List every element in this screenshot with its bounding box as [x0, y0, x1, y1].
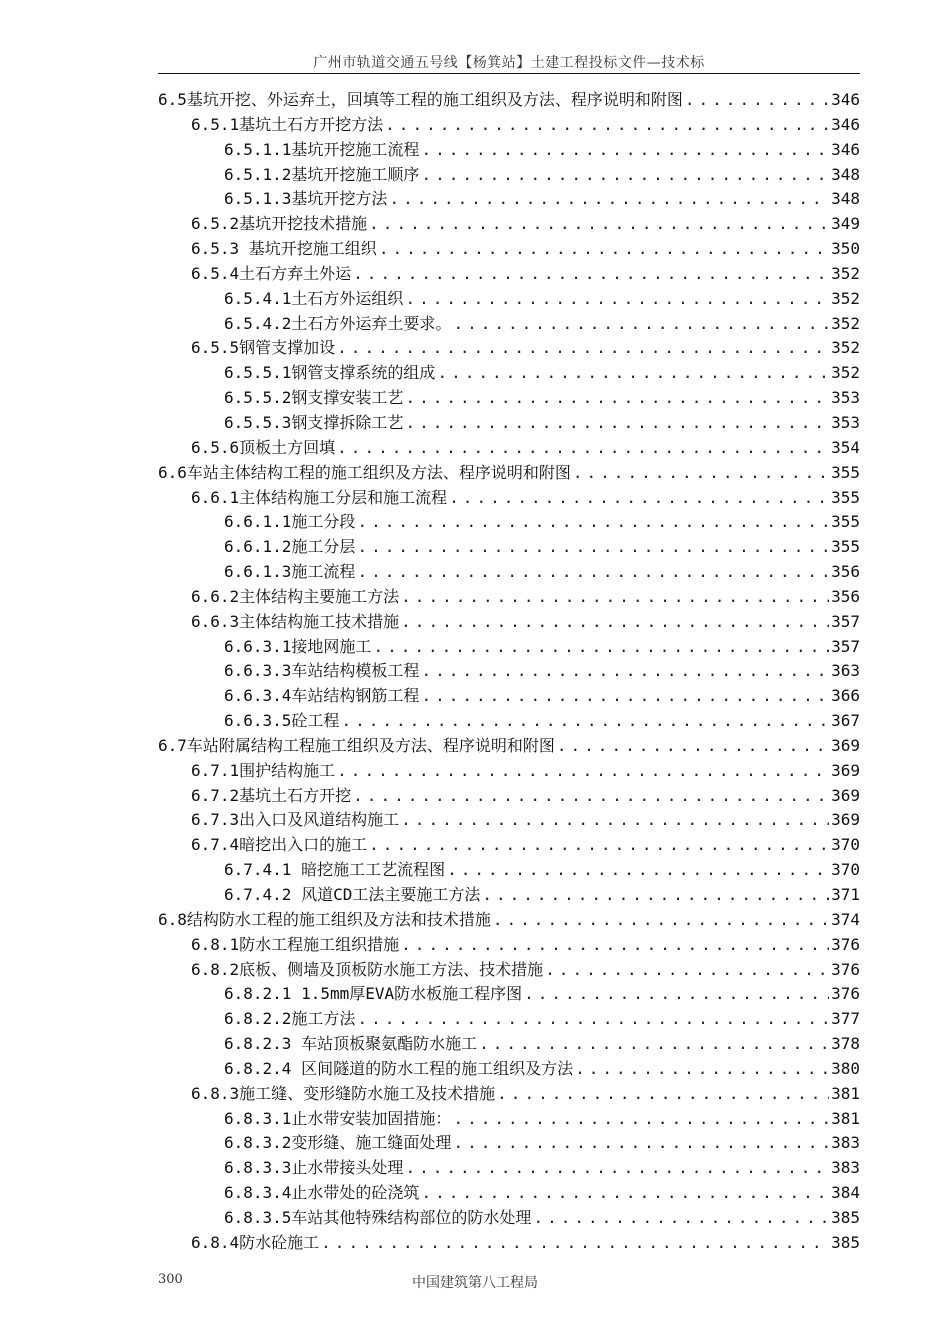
toc-entry-page: 346: [831, 114, 860, 134]
toc-entry-title: 6.7.4.2 风道CD工法主要施工方法: [224, 885, 481, 904]
toc-entry-title: 6.8.2底板、侧墙及顶板防水施工方法、技术措施: [191, 959, 544, 979]
toc-entry[interactable]: [158, 585, 860, 610]
toc-entry-title: 6.8.2.3 车站顶板聚氨酯防水施工: [224, 1034, 478, 1054]
toc-entry-title: 6.6.2主体结构主要施工方法: [191, 586, 400, 606]
toc-entry[interactable]: [158, 933, 860, 958]
toc-entry-page: 356: [831, 562, 860, 582]
toc-entry-page: 385: [831, 1207, 860, 1227]
toc-entry-page: 353: [831, 412, 860, 432]
toc-entry-title: 6.6.1主体结构施工分层和施工流程: [191, 487, 448, 507]
toc-dot-leader: [437, 361, 829, 386]
toc-entry-title: 6.5.1.1基坑开挖施工流程: [224, 139, 420, 159]
toc-entry[interactable]: [158, 1057, 860, 1082]
toc-entry[interactable]: [158, 411, 860, 436]
toc-entry-title: 6.7.2基坑土石方开挖: [191, 785, 352, 805]
toc-entry[interactable]: [158, 709, 860, 734]
toc-dot-leader: [405, 411, 829, 436]
toc-dot-leader: [341, 709, 829, 734]
toc-entry[interactable]: [158, 361, 860, 386]
toc-entry[interactable]: [158, 535, 860, 560]
toc-entry[interactable]: [158, 784, 860, 809]
toc-dot-leader: [453, 1107, 829, 1132]
toc-entry[interactable]: [158, 908, 860, 933]
toc-entry-page: 350: [831, 239, 860, 259]
toc-dot-leader: [493, 908, 829, 933]
toc-entry[interactable]: [158, 312, 860, 337]
toc-entry[interactable]: [158, 982, 860, 1007]
toc-entry[interactable]: [158, 560, 860, 585]
toc-entry-page: 369: [831, 760, 860, 780]
toc-dot-leader: [573, 461, 829, 486]
toc-entry[interactable]: [158, 1007, 860, 1032]
toc-dot-leader: [337, 759, 829, 784]
toc-entry[interactable]: [158, 88, 860, 113]
toc-entry-title: 6.8.3施工缝、变形缝防水施工及技术措施: [191, 1083, 496, 1103]
toc-entry[interactable]: [158, 1032, 860, 1057]
toc-entry-page: 383: [831, 1133, 860, 1153]
toc-entry-page: 384: [831, 1183, 860, 1203]
toc-dot-leader: [379, 237, 829, 262]
toc-entry[interactable]: [158, 883, 860, 908]
toc-dot-leader: [369, 212, 829, 237]
toc-entry-title: 6.8.1防水工程施工组织措施: [191, 934, 400, 954]
toc-entry[interactable]: [158, 486, 860, 511]
table-of-contents: [158, 88, 860, 1256]
toc-entry-page: 381: [831, 1083, 860, 1103]
toc-entry-title: 6.8.2.4 区间隧道的防水工程的施工组织及方法: [224, 1058, 574, 1078]
toc-entry-title: 6.5.2基坑开挖技术措施: [191, 214, 368, 234]
toc-entry-page: 377: [831, 1009, 860, 1029]
toc-entry[interactable]: [158, 1082, 860, 1107]
toc-entry[interactable]: [158, 287, 860, 312]
toc-dot-leader: [447, 858, 829, 883]
toc-entry-title: 6.5.4.1土石方外运组织: [224, 288, 404, 308]
toc-entry[interactable]: [158, 659, 860, 684]
toc-entry-page: 348: [831, 189, 860, 209]
toc-entry-page: 354: [831, 437, 860, 457]
toc-dot-leader: [389, 187, 829, 212]
toc-entry[interactable]: [158, 1131, 860, 1156]
toc-entry-title: 6.5.3 基坑开挖施工组织: [191, 239, 377, 259]
toc-entry[interactable]: [158, 1231, 860, 1256]
toc-entry-page: 355: [831, 512, 860, 532]
toc-dot-leader: [353, 784, 829, 809]
toc-entry-page: 352: [831, 288, 860, 308]
toc-dot-leader: [497, 1082, 829, 1107]
toc-entry[interactable]: [158, 336, 860, 361]
toc-dot-leader: [557, 734, 829, 759]
toc-entry[interactable]: [158, 212, 860, 237]
toc-entry-page: 376: [831, 959, 860, 979]
toc-entry-title: 6.6.1.2施工分层: [224, 537, 356, 557]
toc-dot-leader: [685, 88, 829, 113]
footer-page-number: 300: [158, 1272, 183, 1287]
toc-entry-title: 6.6.3主体结构施工技术措施: [191, 611, 400, 631]
toc-entry-page: 381: [831, 1108, 860, 1128]
toc-entry-title: 6.7.4暗挖出入口的施工: [191, 835, 368, 855]
toc-entry-title: 6.8结构防水工程的施工组织及方法和技术措施: [158, 909, 491, 929]
toc-entry-page: 370: [831, 860, 860, 880]
toc-entry[interactable]: [158, 163, 860, 188]
toc-entry-page: 367: [831, 711, 860, 731]
toc-entry-title: 6.7车站附属结构工程施工组织及方法、程序说明和附图: [158, 735, 555, 755]
toc-entry-page: 346: [831, 90, 860, 109]
toc-entry-page: 366: [831, 686, 860, 706]
toc-entry[interactable]: [158, 436, 860, 461]
toc-dot-leader: [479, 1032, 829, 1057]
toc-dot-leader: [369, 833, 829, 858]
toc-dot-leader: [405, 1156, 829, 1181]
toc-entry-page: 355: [831, 462, 860, 482]
toc-entry-title: 6.7.4.1 暗挖施工工艺流程图: [224, 860, 446, 880]
toc-entry-title: 6.5.5.3钢支撑拆除工艺: [224, 412, 404, 432]
toc-entry-title: 6.7.1围护结构施工: [191, 760, 336, 780]
toc-dot-leader: [357, 535, 829, 560]
toc-entry-title: 6.5.5.2钢支撑安装工艺: [224, 388, 404, 408]
toc-entry[interactable]: [158, 1181, 860, 1206]
toc-entry-page: 356: [831, 586, 860, 606]
toc-entry[interactable]: [158, 734, 860, 759]
toc-entry-page: 355: [831, 487, 860, 507]
toc-entry-page: 383: [831, 1158, 860, 1178]
toc-dot-leader: [337, 436, 829, 461]
toc-entry-title: 6.6车站主体结构工程的施工组织及方法、程序说明和附图: [158, 462, 571, 482]
toc-entry-page: 353: [831, 388, 860, 408]
toc-dot-leader: [321, 1231, 829, 1256]
toc-entry[interactable]: [158, 510, 860, 535]
toc-entry-page: 352: [831, 338, 860, 358]
toc-entry-page: 378: [831, 1034, 860, 1054]
toc-dot-leader: [421, 138, 829, 163]
toc-entry-page: 376: [831, 984, 860, 1004]
toc-dot-leader: [533, 1206, 829, 1231]
toc-entry-title: 6.6.3.1接地网施工: [224, 636, 372, 656]
toc-dot-leader: [421, 659, 829, 684]
toc-dot-leader: [373, 635, 829, 660]
toc-entry[interactable]: [158, 610, 860, 635]
document-header: 广州市轨道交通五号线【杨箕站】土建工程投标文件—技术标: [313, 55, 705, 71]
toc-entry-title: 6.6.3.4车站结构钢筋工程: [224, 686, 420, 706]
toc-entry[interactable]: [158, 262, 860, 287]
toc-entry-page: 369: [831, 735, 860, 755]
toc-dot-leader: [453, 1131, 829, 1156]
toc-entry-page: 349: [831, 214, 860, 234]
toc-entry-page: 355: [831, 537, 860, 557]
toc-dot-leader: [337, 336, 829, 361]
toc-entry-page: 380: [831, 1058, 860, 1078]
toc-entry-title: 6.5.1基坑土石方开挖方法: [191, 114, 384, 134]
toc-entry-title: 6.7.3出入口及风道结构施工: [191, 810, 400, 830]
toc-entry-title: 6.6.3.5砼工程: [224, 711, 340, 731]
header-rule: [158, 73, 860, 74]
toc-entry-title: 6.8.3.5车站其他特殊结构部位的防水处理: [224, 1207, 532, 1227]
toc-dot-leader: [575, 1057, 829, 1082]
toc-entry-title: 6.8.3.2变形缝、施工缝面处理: [224, 1133, 452, 1153]
toc-entry-page: 371: [831, 885, 860, 904]
toc-entry[interactable]: [158, 1107, 860, 1132]
toc-entry-title: 6.6.3.3车站结构模板工程: [224, 661, 420, 681]
toc-dot-leader: [401, 610, 829, 635]
toc-entry-title: 6.5.1.3基坑开挖方法: [224, 189, 388, 209]
toc-dot-leader: [353, 262, 829, 287]
toc-entry[interactable]: [158, 386, 860, 411]
toc-dot-leader: [401, 585, 829, 610]
toc-entry-page: 352: [831, 313, 860, 333]
toc-dot-leader: [421, 163, 829, 188]
toc-dot-leader: [545, 958, 829, 983]
toc-dot-leader: [453, 312, 829, 337]
toc-entry-title: 6.5.5.1钢管支撑系统的组成: [224, 363, 436, 383]
toc-entry-page: 363: [831, 661, 860, 681]
toc-dot-leader: [401, 933, 829, 958]
toc-entry-title: 6.8.3.4止水带处的砼浇筑: [224, 1183, 420, 1203]
toc-entry-title: 6.6.1.1施工分段: [224, 512, 356, 532]
toc-entry[interactable]: [158, 635, 860, 660]
toc-dot-leader: [421, 684, 829, 709]
toc-entry[interactable]: [158, 808, 860, 833]
toc-entry-page: 369: [831, 785, 860, 805]
toc-entry[interactable]: [158, 1156, 860, 1181]
toc-entry[interactable]: [158, 113, 860, 138]
toc-dot-leader: [385, 113, 829, 138]
toc-dot-leader: [482, 883, 829, 908]
toc-entry[interactable]: [158, 187, 860, 212]
toc-entry[interactable]: [158, 833, 860, 858]
toc-entry-title: 6.8.3.1止水带安装加固措施：: [224, 1108, 452, 1128]
toc-entry[interactable]: [158, 958, 860, 983]
toc-entry-page: 374: [831, 909, 860, 929]
toc-entry-title: 6.5.4.2土石方外运弃土要求。: [224, 313, 452, 333]
toc-entry[interactable]: [158, 138, 860, 163]
toc-entry-page: 352: [831, 263, 860, 283]
toc-entry-title: 6.8.2.2施工方法: [224, 1009, 356, 1029]
toc-entry[interactable]: [158, 237, 860, 262]
toc-dot-leader: [401, 808, 829, 833]
toc-entry[interactable]: [158, 1206, 860, 1231]
toc-dot-leader: [524, 982, 829, 1007]
toc-entry-title: 6.6.1.3施工流程: [224, 562, 356, 582]
toc-entry-page: 385: [831, 1232, 860, 1252]
toc-entry-page: 352: [831, 363, 860, 383]
toc-entry[interactable]: [158, 684, 860, 709]
toc-entry-page: 357: [831, 636, 860, 656]
toc-dot-leader: [405, 287, 829, 312]
toc-dot-leader: [357, 1007, 829, 1032]
toc-entry-title: 6.5.4土石方弃土外运: [191, 263, 352, 283]
toc-entry-page: 376: [831, 934, 860, 954]
toc-entry-page: 346: [831, 139, 860, 159]
toc-dot-leader: [357, 510, 829, 535]
toc-entry[interactable]: [158, 858, 860, 883]
footer-organization: 中国建筑第八工程局: [412, 1275, 538, 1291]
toc-entry-title: 6.5.5钢管支撑加设: [191, 338, 336, 358]
toc-entry-title: 6.8.2.1 1.5mm厚EVA防水板施工程序图: [224, 984, 523, 1004]
toc-dot-leader: [449, 486, 829, 511]
toc-entry-title: 6.8.3.3止水带接头处理: [224, 1158, 404, 1178]
toc-entry-page: 370: [831, 835, 860, 855]
toc-entry-title: 6.5.1.2基坑开挖施工顺序: [224, 164, 420, 184]
toc-dot-leader: [405, 386, 829, 411]
toc-entry-title: 6.8.4防水砼施工: [191, 1232, 320, 1252]
toc-entry-page: 369: [831, 810, 860, 830]
toc-entry-page: 348: [831, 164, 860, 184]
toc-entry-title: 6.5.6顶板土方回填: [191, 437, 336, 457]
toc-entry-title: 6.5基坑开挖、外运弃土，回填等工程的施工组织及方法、程序说明和附图: [158, 90, 683, 109]
toc-dot-leader: [357, 560, 829, 585]
toc-entry-page: 357: [831, 611, 860, 631]
toc-entry[interactable]: [158, 759, 860, 784]
toc-entry[interactable]: [158, 461, 860, 486]
toc-dot-leader: [421, 1181, 829, 1206]
